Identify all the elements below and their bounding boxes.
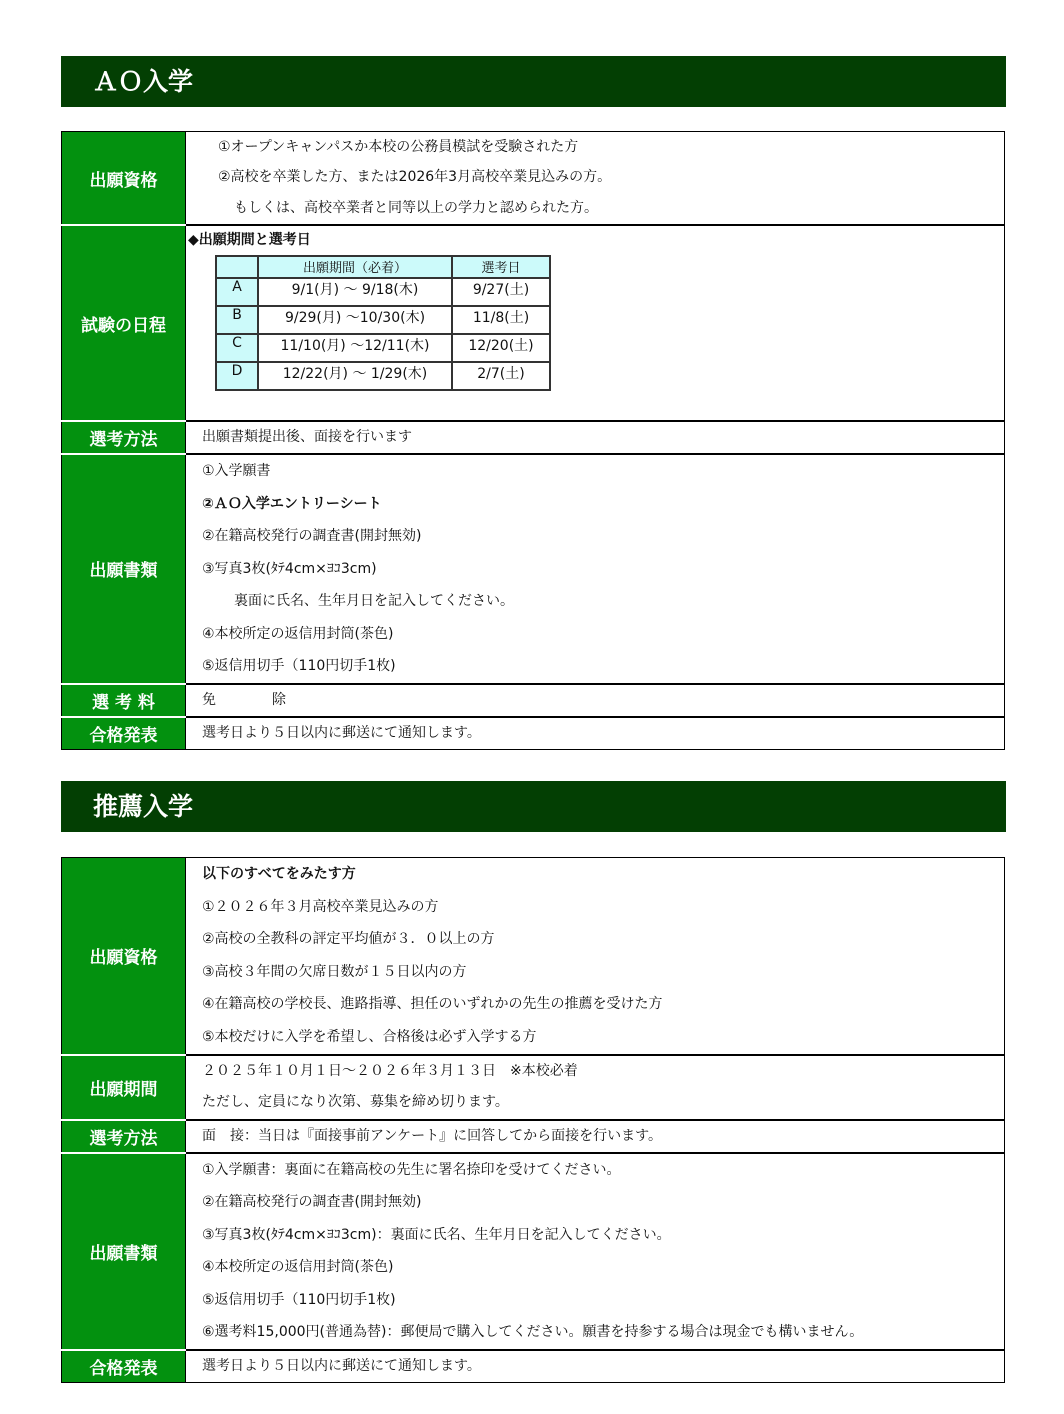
ao-method-text: 出願書類提出後、面接を行います — [202, 429, 412, 445]
schedule-period: 9/1(月) ～ 9/18(木) — [258, 278, 452, 306]
ao-result-label: 合格発表 — [62, 717, 186, 750]
suisen-method-content — [186, 1120, 1005, 1153]
suisen-result-text: 選考日より５日以内に郵送にて通知します。 — [202, 1357, 481, 1374]
ao-result-text: 選考日より５日以内に郵送にて通知します。 — [202, 724, 481, 741]
schedule-row — [216, 306, 550, 334]
schedule-term: B — [216, 306, 258, 334]
suisen-document-line: ①入学願書：裏面に在籍高校の先生に署名捺印を受けてください。 — [202, 1161, 621, 1178]
ao-fee-content — [186, 684, 1005, 717]
schedule-date: 2/7(土) — [452, 362, 550, 390]
suisen-qualification-line: ②高校の全教科の評定平均値が３．０以上の方 — [202, 931, 495, 947]
ao-qualification-content — [186, 132, 1005, 226]
ao-fee-label: 選 考 料 — [62, 684, 186, 717]
suisen-qualification-label: 出願資格 — [62, 858, 186, 1055]
schedule-term: D — [216, 362, 258, 390]
schedule-title: ◆出願期間と選考日 — [188, 232, 311, 248]
schedule-table — [215, 255, 551, 391]
schedule-row — [216, 334, 550, 362]
ao-section-heading: ＡＯ入学 — [61, 56, 1006, 107]
suisen-section-heading: 推薦入学 — [61, 781, 1006, 832]
suisen-document-line: ②在籍高校発行の調査書(開封無効) — [202, 1194, 422, 1210]
ao-document-line: 裏面に氏名、生年月日を記入してください。 — [234, 593, 514, 609]
schedule-period: 11/10(月) ～12/11(木) — [258, 334, 452, 362]
schedule-row — [216, 278, 550, 306]
ao-documents-content — [186, 454, 1005, 684]
ao-document-line: ③写真3枚(ﾀﾃ4cm×ﾖｺ3cm) — [202, 560, 377, 577]
suisen-document-line: ③写真3枚(ﾀﾃ4cm×ﾖｺ3cm)：裏面に氏名、生年月日を記入してください。 — [202, 1226, 671, 1243]
ao-qualification-line: ②高校を卒業した方、または2026年3月高校卒業見込みの方。 — [218, 169, 612, 185]
schedule-date: 11/8(土) — [452, 306, 550, 334]
ao-qualification-line: ①オープンキャンパスか本校の公務員模試を受験された方 — [218, 139, 579, 155]
ao-document-line: ⑤返信用切手（110円切手1枚) — [202, 658, 396, 674]
ao-document-line: ④本校所定の返信用封筒(茶色) — [202, 625, 394, 642]
ao-document-line: ②ＡＯ入学エントリーシート — [202, 495, 382, 512]
schedule-term: A — [216, 278, 258, 306]
suisen-result-label: 合格発表 — [62, 1350, 186, 1383]
suisen-period-line: ２０２５年１０月１日～２０２６年３月１３日 ※本校必着 — [202, 1062, 578, 1079]
ao-schedule-content — [186, 225, 1005, 421]
suisen-qualification-line: ①２０２６年３月高校卒業見込みの方 — [202, 898, 439, 915]
ao-method-content — [186, 421, 1005, 454]
schedule-header-cell: 出願期間（必着） — [258, 256, 452, 278]
schedule-term: C — [216, 334, 258, 362]
suisen-qualification-line: ③高校３年間の欠席日数が１５日以内の方 — [202, 963, 467, 980]
schedule-period: 9/29(月) ～10/30(木) — [258, 306, 452, 334]
ao-fee-text: 免 除 — [202, 691, 286, 708]
suisen-document-line: ⑤返信用切手（110円切手1枚) — [202, 1291, 396, 1308]
suisen-qualification-line: ④在籍高校の学校長、進路指導、担任のいずれかの先生の推薦を受けた方 — [202, 996, 663, 1012]
ao-qualification-label: 出願資格 — [62, 132, 186, 226]
schedule-period: 12/22(月) ～ 1/29(木) — [258, 362, 452, 390]
ao-qualification-line: もしくは、高校卒業者と同等以上の学力と認められた方。 — [234, 200, 598, 216]
suisen-documents-label: 出願書類 — [62, 1153, 186, 1350]
ao-document-line: ②在籍高校発行の調査書(開封無効) — [202, 528, 422, 544]
suisen-period-content — [186, 1055, 1005, 1120]
schedule-header-cell — [216, 256, 258, 278]
suisen-result-content — [186, 1350, 1005, 1383]
schedule-header-cell: 選考日 — [452, 256, 550, 278]
schedule-row — [216, 362, 550, 390]
suisen-method-text: 面 接：当日は『面接事前アンケート』に回答してから面接を行います。 — [202, 1127, 663, 1144]
suisen-qualification-line: 以下のすべてをみたす方 — [202, 866, 356, 882]
schedule-date: 12/20(土) — [452, 334, 550, 362]
ao-schedule-label: 試験の日程 — [62, 225, 186, 421]
suisen-document-line: ④本校所定の返信用封筒(茶色) — [202, 1259, 394, 1275]
suisen-method-label: 選考方法 — [62, 1120, 186, 1153]
suisen-info-table — [61, 857, 1005, 1383]
schedule-date: 9/27(土) — [452, 278, 550, 306]
suisen-period-label: 出願期間 — [62, 1055, 186, 1120]
ao-info-table — [61, 131, 1005, 750]
suisen-document-line: ⑥選考料15,000円(普通為替)：郵便局で購入してください。願書を持参する場合は現金でも構いません。 — [202, 1324, 864, 1340]
suisen-qualification-content — [186, 858, 1005, 1055]
suisen-qualification-line: ⑤本校だけに入学を希望し、合格後は必ず入学する方 — [202, 1028, 537, 1045]
suisen-documents-content — [186, 1153, 1005, 1350]
ao-result-content — [186, 717, 1005, 750]
suisen-period-line: ただし、定員になり次第、募集を締め切ります。 — [202, 1093, 509, 1110]
schedule-header-row — [216, 256, 550, 278]
ao-method-label: 選考方法 — [62, 421, 186, 454]
ao-document-line: ①入学願書 — [202, 463, 271, 479]
ao-documents-label: 出願書類 — [62, 454, 186, 684]
